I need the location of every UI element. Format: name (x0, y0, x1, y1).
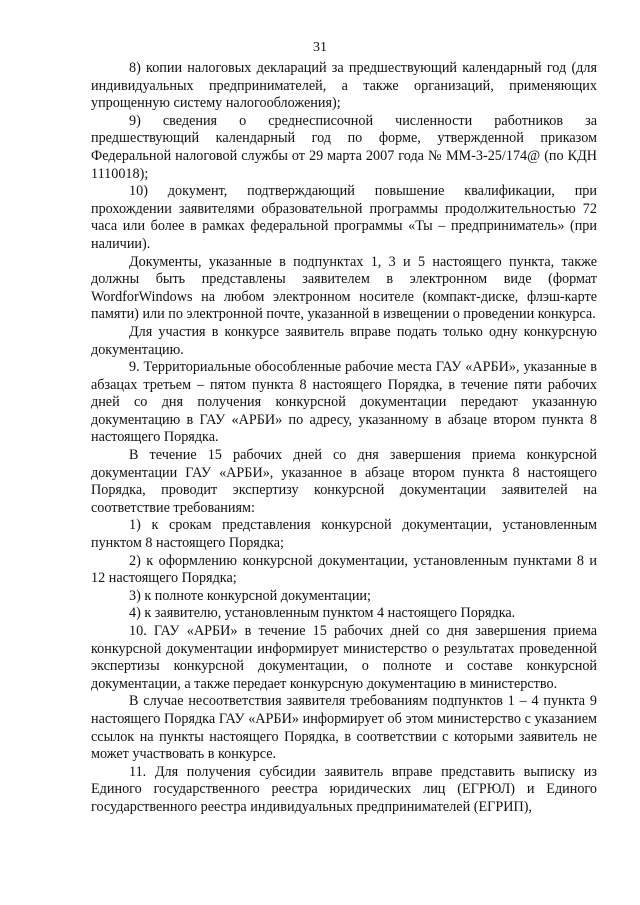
paragraph: 3) к полноте конкурсной документации; (129, 587, 371, 604)
paragraph: 2) к оформлению конкурсной документации, установленным пунктами 8 и 12 настоящего Порядка; (91, 552, 597, 587)
paragraph: 9. Территориальные обособленные рабочие места ГАУ «АРБИ», указанные в абзацах третьем – пятом пункта 8 настоящего Порядка, в течение пяти рабочих дней со дня получения конкурсной документации передают указанную документацию в ГАУ «АРБИ» по адресу, указанному в абзаце втором пункта 8 настоящего Порядка. (91, 359, 597, 446)
paragraph: 10) документ, подтверждающий повышение квалификации, при прохождении заявителями образовательной программы продолжительностью 72 часа или более в рамках федеральной программы «Ты – предприниматель» (при наличии). (91, 183, 597, 252)
paragraph: 8) копии налоговых деклараций за предшествующий календарный год (для индивидуальных предпринимателей, а также организаций, применяющих упрощенную систему налогообложения); (91, 60, 597, 112)
paragraph: В случае несоответствия заявителя требованиям подпунктов 1 – 4 пункта 9 настоящего Порядка ГАУ «АРБИ» информирует об этом министерство с указанием ссылок на пункты настоящего Порядка, в соответствии с которыми заявитель не может участвовать в конкурсе. (91, 693, 597, 763)
paragraph: 9) сведения о среднесписочной численности работников за предшествующий календарный год по форме, утвержденной приказом Федеральной налоговой службы от 29 марта 2007 года № ММ-3-25/174@ (по КДН 1110018); (91, 112, 597, 182)
page-number: 31 (313, 40, 327, 55)
paragraph: Для участия в конкурсе заявитель вправе подать только одну конкурсную документацию. (91, 323, 597, 358)
document-body (91, 60, 597, 817)
paragraph: 1) к срокам представления конкурсной документации, установленным пунктом 8 настоящего Порядка; (91, 517, 597, 552)
paragraph: 11. Для получения субсидии заявитель вправе представить выписку из Единого государственного реестра юридических лиц (ЕГРЮЛ) и Единого государственного реестра индивидуальных предпринимателей (ЕГРИП), (91, 763, 597, 815)
paragraph: 4) к заявителю, установленным пунктом 4 настоящего Порядка. (129, 605, 516, 622)
paragraph: 10. ГАУ «АРБИ» в течение 15 рабочих дней со дня завершения приема конкурсной документации информирует министерство о результатах проведенной экспертизы конкурсной документации, о полноте и составе конкурсной документации, а также передает конкурсную документацию в министерство. (91, 623, 597, 692)
paragraph: Документы, указанные в подпунктах 1, 3 и 5 настоящего пункта, также должны быть представлены заявителем в электронном виде (формат WordforWindows на любом электронном носителе (компакт-диске, флэш-карте памяти) или по электронной почте, указанной в извещении о проведении конкурса. (91, 253, 597, 323)
paragraph: В течение 15 рабочих дней со дня завершения приема конкурсной документации ГАУ «АРБИ», указанное в абзаце втором пункта 8 настоящего Порядка, проводит экспертизу конкурсной документации заявителей на соответствие требованиям: (91, 447, 597, 516)
